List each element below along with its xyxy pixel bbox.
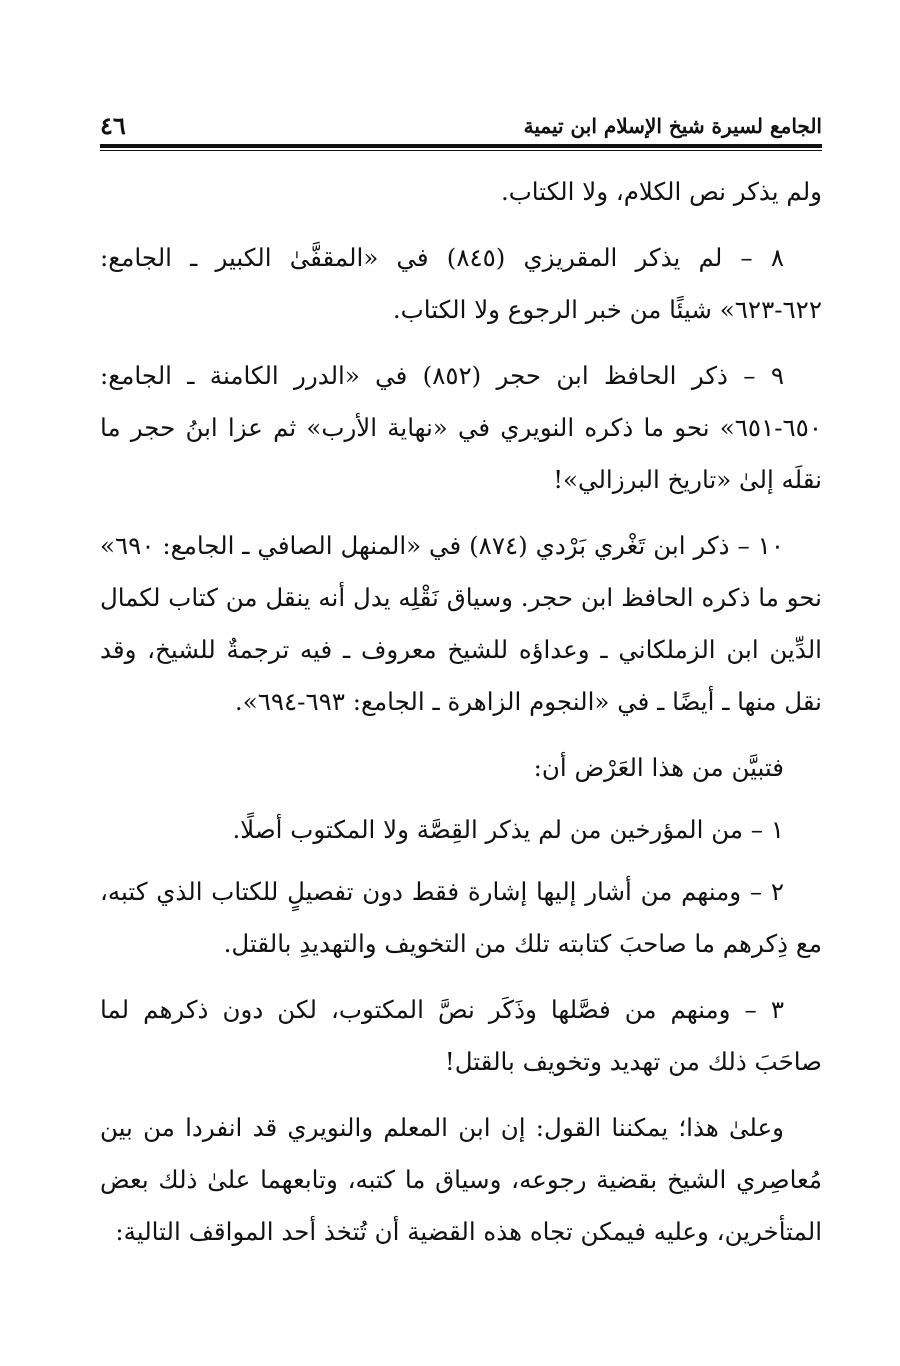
paragraph-item-9: ٩ – ذكر الحافظ ابن حجر (٨٥٢) في «الدرر الكامنة ـ الجامع: ٦٥٠-٦٥١» نحو ما ذكره النويري في «نهاية الأرب» ثم عزا ابنُ حجر ما نقلَه إلىٰ «تاريخ البرزالي»! xyxy=(100,361,822,494)
paragraph-point-3: ٣ – ومنهم من فصَّلها وذَكَر نصَّ المكتوب، لكن دون ذكرهم لما صاحَبَ ذلك من تهديد وتخويف بالقتل! xyxy=(100,995,822,1076)
paragraph-summary: وعلىٰ هذا؛ يمكننا القول: إن ابن المعلم والنويري قد انفردا من بين مُعاصِري الشيخ بقضية رجوعه، وسياق ما كتبه، وتابعهما علىٰ ذلك بعض المتأخرين، وعليه فيمكن تجاه هذه القضية أن تُتخذ أحد المواقف التالية: xyxy=(100,1113,822,1246)
header-rule-thin xyxy=(100,150,822,151)
paragraph-conclusion-intro: فتبيَّن من هذا العَرْض أن: xyxy=(533,753,784,782)
running-title: الجامع لسيرة شيخ الإسلام ابن تيمية xyxy=(523,114,822,138)
paragraph-point-2: ٢ – ومنهم من أشار إليها إشارة فقط دون تفصيلٍ للكتاب الذي كتبه، مع ذِكرهم ما صاحبَ كتابته تلك من التخويف والتهديدِ بالقتل. xyxy=(100,877,822,958)
page-header xyxy=(100,108,822,144)
page-number: ٤٦ xyxy=(100,111,126,140)
header-rule-thick xyxy=(100,144,822,148)
paragraph-item-10: ١٠ – ذكر ابن تَغْري بَرْدي (٨٧٤) في «المنهل الصافي ـ الجامع: ٦٩٠» نحو ما ذكره الحافظ ابن حجر. وسياق نَقْلِه يدل أنه ينقل من كتاب لكمال الدِّين ابن الزملكاني ـ وعداؤه للشيخ معروف ـ فيه ترجمةٌ للشيخ، وقد نقل منها ـ أيضًا ـ في «النجوم الزاهرة ـ الجامع: ٦٩٣-٦٩٤». xyxy=(100,531,822,716)
page-body xyxy=(100,166,822,1272)
paragraph-point-1: ١ – من المؤرخين من لم يذكر القِصَّة ولا المكتوب أصلًا. xyxy=(232,815,784,844)
paragraph-continuation: ولم يذكر نص الكلام، ولا الكتاب. xyxy=(500,177,822,206)
paragraph-item-8: ٨ – لم يذكر المقريزي (٨٤٥) في «المقفَّىٰ الكبير ـ الجامع: ٦٢٢-٦٢٣» شيئًا من خبر الرجوع ولا الكتاب. xyxy=(100,243,822,324)
